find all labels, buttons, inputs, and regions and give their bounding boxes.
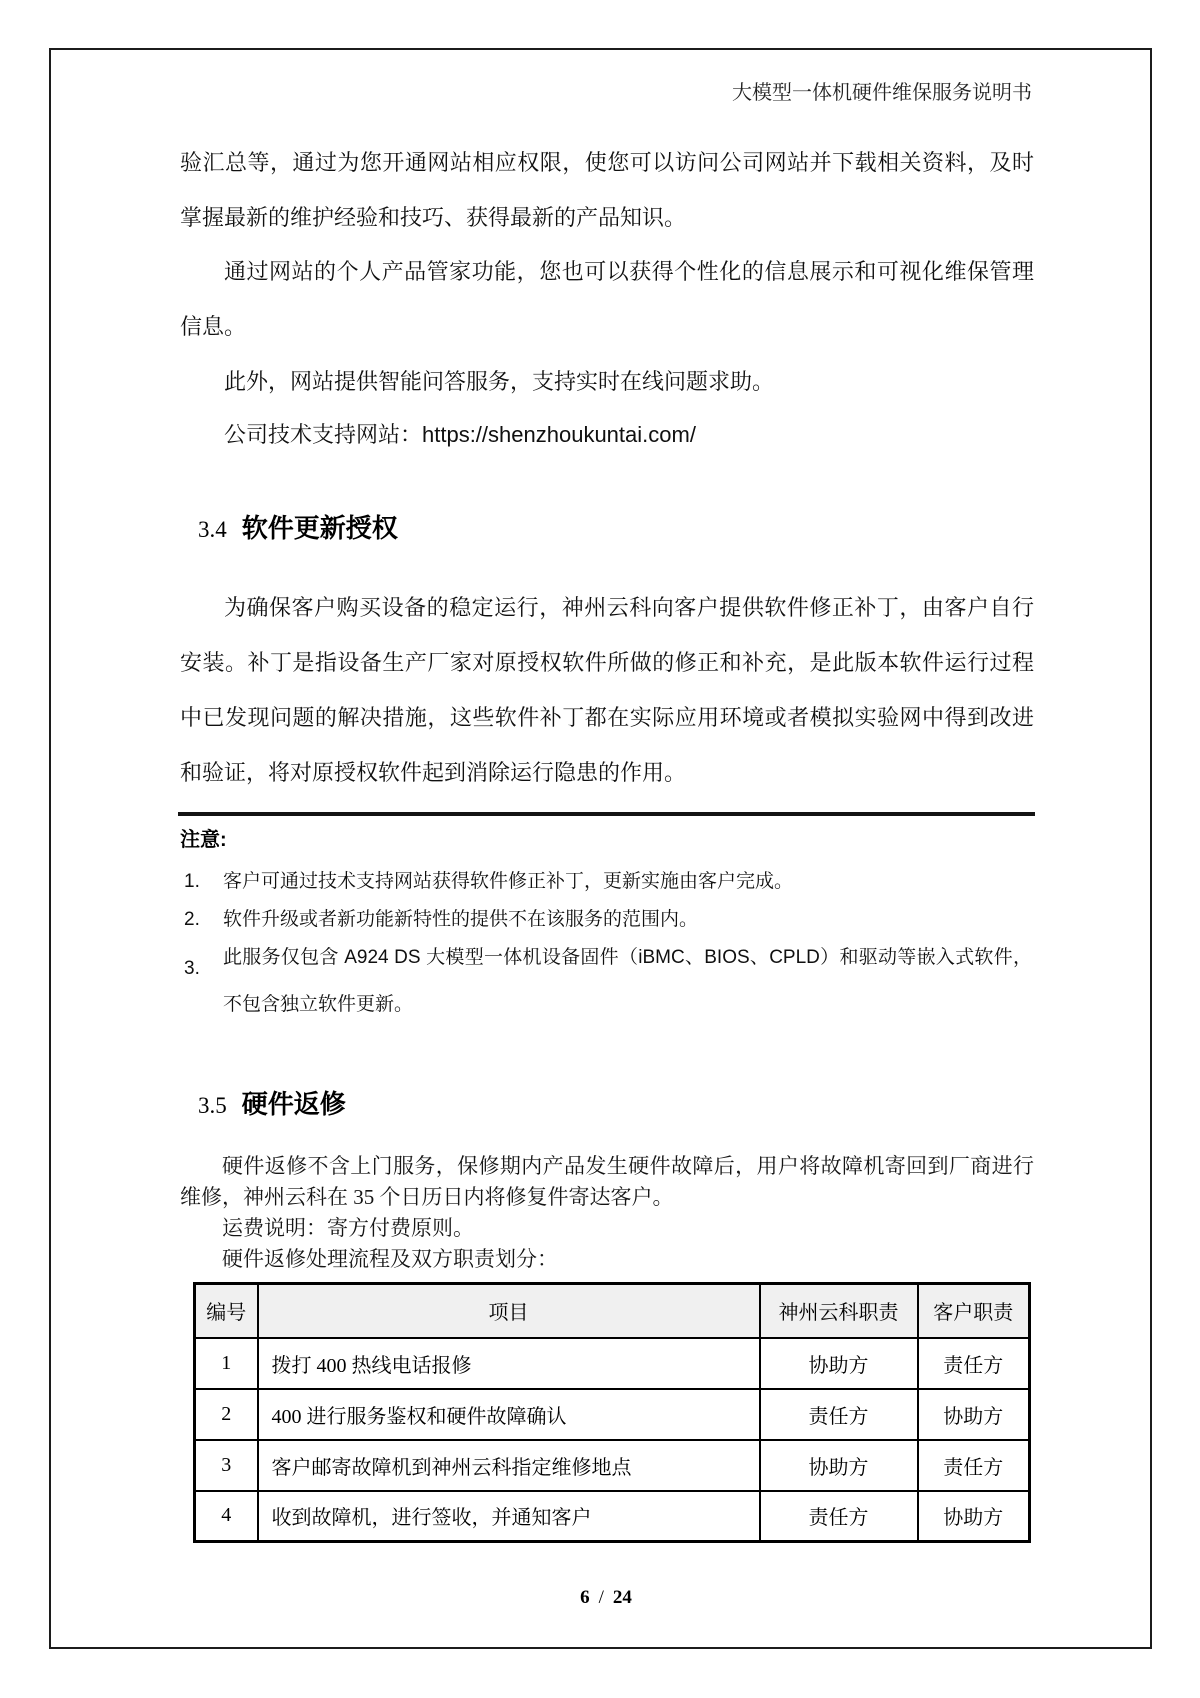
document-header-title: 大模型一体机硬件维保服务说明书 (732, 82, 1032, 104)
row-2-number: 2 (195, 1389, 258, 1440)
note-item-1 (184, 870, 1032, 894)
note-item-2-text: 软件升级或者新功能新特性的提供不在该服务的范围内。 (223, 909, 699, 930)
intro-paragraph-website-manager: 通过网站的个人产品管家功能，您也可以获得个性化的信息展示和可视化维保管理信息。 (180, 259, 1034, 339)
row-2-vendor-duty: 责任方 (760, 1389, 918, 1440)
note-item-1-number: 1. (184, 871, 200, 892)
section-3-5-number: 3.5 (198, 1093, 227, 1118)
table-row (195, 1338, 1030, 1389)
section-3-4-title: 软件更新授权 (241, 513, 398, 543)
note-divider-rule (178, 812, 1035, 816)
section-3-5-heading (198, 1088, 346, 1122)
support-website-line: 公司技术支持网站：https://shenzhoukuntai.com/ (224, 422, 696, 447)
note-item-3 (184, 934, 1032, 1028)
row-3-customer-duty: 责任方 (918, 1440, 1030, 1491)
row-4-vendor-duty: 责任方 (760, 1491, 918, 1542)
row-3-vendor-duty: 协助方 (760, 1440, 918, 1491)
section-3-4-body-paragraph: 为确保客户购买设备的稳定运行，神州云科向客户提供软件修正补丁，由客户自行安装。补丁是指设备生产厂家对原授权软件所做的修正和补充，是此版本软件运行过程中已发现问题的解决措施，这些软件补丁都在实际应用环境或者模拟实验网中得到改进和验证，将对原授权软件起到消除运行隐患的作用。 (180, 595, 1034, 785)
row-2-customer-duty: 协助方 (918, 1389, 1030, 1440)
section-3-4-heading (198, 512, 398, 546)
row-1-vendor-duty: 协助方 (760, 1338, 918, 1389)
section-3-5-title: 硬件返修 (241, 1089, 346, 1119)
intro-paragraph-continuation: 验汇总等，通过为您开通网站相应权限，使您可以访问公司网站并下载相关资料，及时掌握最新的维护经验和技巧、获得最新的产品知识。 (180, 150, 1034, 230)
process-intro-line: 硬件返修处理流程及双方职责划分： (222, 1247, 558, 1271)
row-3-item: 客户邮寄故障机到神州云科指定维修地点 (258, 1440, 760, 1491)
table-header-customer-duty: 客户职责 (918, 1284, 1030, 1338)
row-1-number: 1 (195, 1338, 258, 1389)
row-4-customer-duty: 协助方 (918, 1491, 1030, 1542)
note-item-3-text: 此服务仅包含 A924 DS 大模型一体机设备固件（iBMC、BIOS、CPLD）和驱动等嵌入式软件，不包含独立软件更新。 (223, 947, 1032, 1015)
shipping-cost-line: 运费说明：寄方付费原则。 (222, 1216, 474, 1240)
page-border-frame (49, 48, 1152, 1649)
footer-current-page: 6 (580, 1587, 590, 1608)
table-header-number: 编号 (195, 1284, 258, 1338)
row-2-item: 400 进行服务鉴权和硬件故障确认 (258, 1389, 760, 1440)
note-item-2 (184, 908, 1032, 932)
row-1-item: 拨打 400 热线电话报修 (258, 1338, 760, 1389)
footer-separator: / (598, 1587, 604, 1608)
footer-total-pages: 24 (612, 1587, 632, 1608)
row-4-item: 收到故障机，进行签收，并通知客户 (258, 1491, 760, 1542)
note-label: 注意: (180, 829, 227, 851)
table-header-item: 项目 (258, 1284, 760, 1338)
note-item-2-number: 2. (184, 909, 200, 930)
section-3-4-number: 3.4 (198, 517, 227, 542)
page-number-footer (180, 1587, 1032, 1609)
table-header-vendor-duty: 神州云科职责 (760, 1284, 918, 1338)
responsibility-table (193, 1282, 1031, 1543)
table-row (195, 1389, 1030, 1440)
note-item-3-number: 3. (184, 958, 200, 979)
table-row (195, 1440, 1030, 1491)
intro-paragraph-qa-service: 此外，网站提供智能问答服务，支持实时在线问题求助。 (224, 369, 775, 394)
row-4-number: 4 (195, 1491, 258, 1542)
row-3-number: 3 (195, 1440, 258, 1491)
hardware-return-paragraph: 硬件返修不含上门服务，保修期内产品发生硬件故障后，用户将故障机寄回到厂商进行维修，神州云科在 35 个日历日内将修复件寄达客户。 (180, 1154, 1034, 1209)
row-1-customer-duty: 责任方 (918, 1338, 1030, 1389)
section-3-5-body (180, 1151, 1034, 1275)
table-header-row (195, 1284, 1030, 1338)
note-item-1-text: 客户可通过技术支持网站获得软件修正补丁，更新实施由客户完成。 (223, 871, 794, 892)
table-row (195, 1491, 1030, 1542)
